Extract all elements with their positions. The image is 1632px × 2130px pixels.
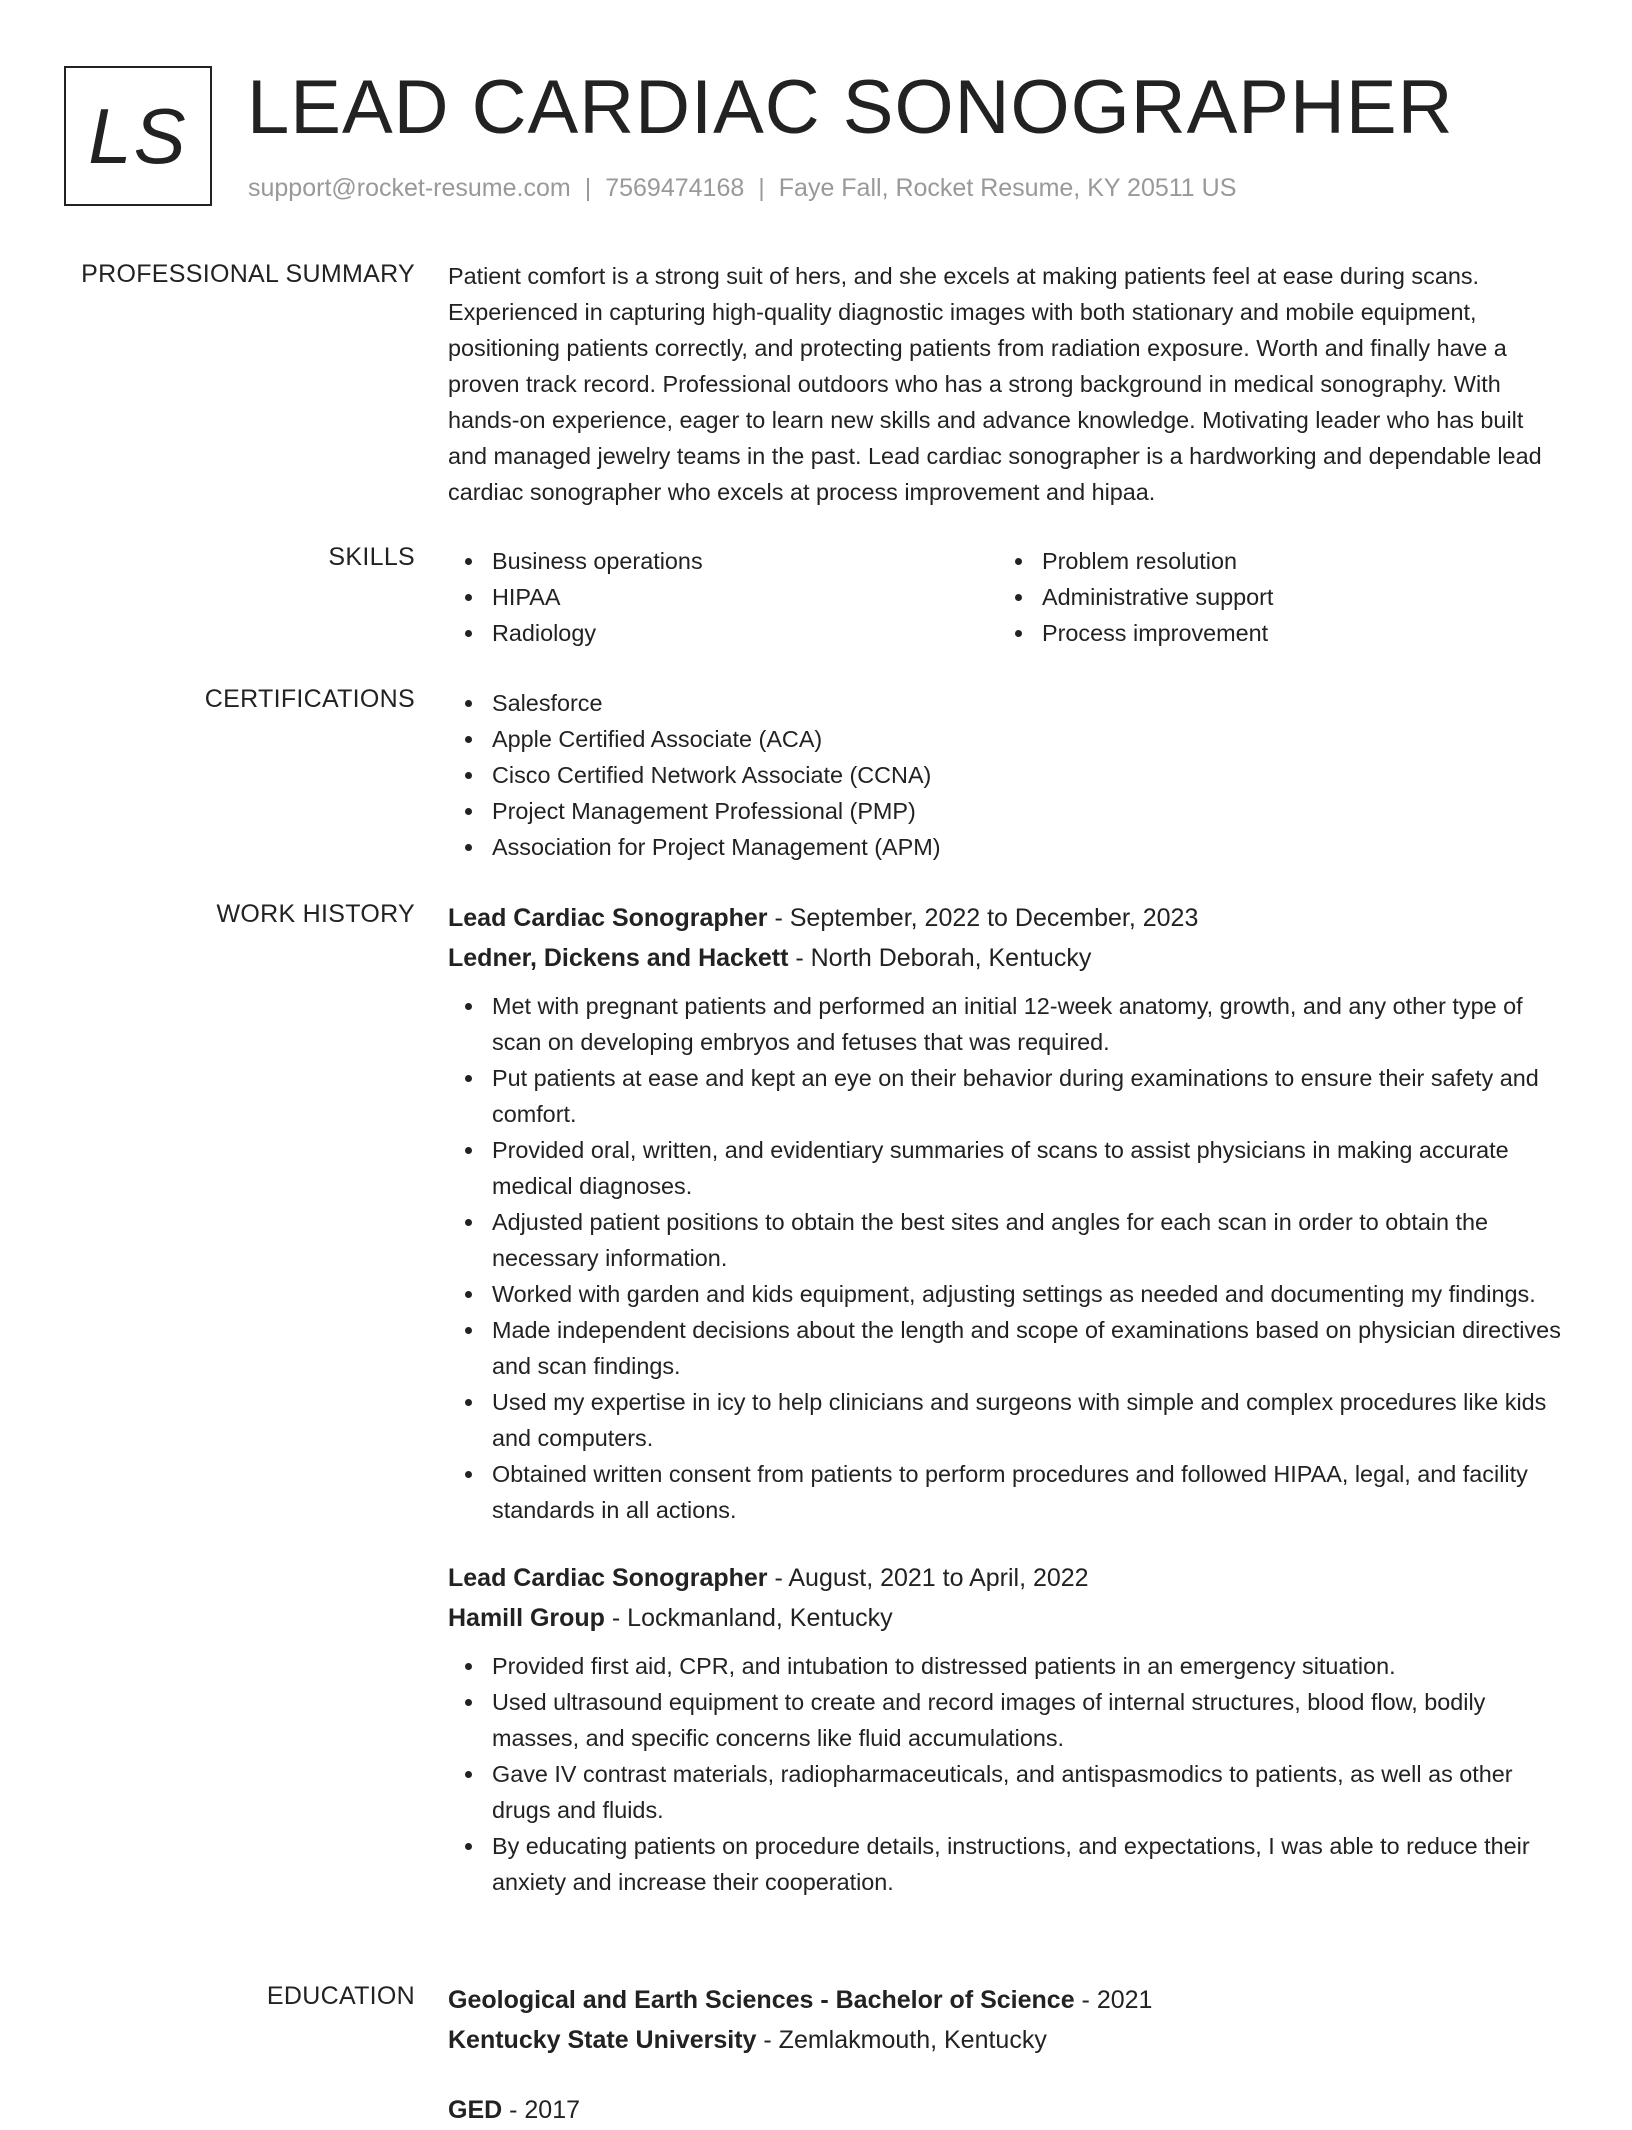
job-location: - Lockmanland, Kentucky [604,1604,893,1632]
education-year: - 2017 [502,2096,581,2124]
education-degree-line [448,1980,1568,2020]
certification-item: Project Management Professional (PMP) [448,793,1568,829]
summary-content [448,258,1568,510]
certification-item: Salesforce [448,685,1568,721]
certifications-content [448,685,1568,865]
education-content [448,1980,1568,2130]
contact-phone[interactable]: 7569474168 [605,174,745,202]
skill-item: Problem resolution [998,543,1548,579]
education-location: - Zemlakmouth, Kentucky [756,2026,1047,2054]
certification-item: Apple Certified Associate (ACA) [448,721,1568,757]
job-title: Lead Cardiac Sonographer [448,904,768,932]
skill-item: Administrative support [998,579,1548,615]
job-duty: Obtained written consent from patients to perform procedures and followed HIPAA, legal, and facility standards in all actions. [448,1456,1568,1528]
section-label-certifications: CERTIFICATIONS [204,685,415,713]
education-year: - 2021 [1074,1986,1153,2014]
certification-item: Cisco Certified Network Associate (CCNA) [448,757,1568,793]
job-company-line [448,1598,1568,1638]
monogram-logo: LS [64,66,212,206]
job-duty: Used my expertise in icy to help clinicians and surgeons with simple and complex procedures like kids and computers. [448,1384,1568,1456]
skills-content [448,543,1568,651]
education-school-line [448,2020,1568,2060]
section-label-skills: SKILLS [328,543,415,571]
contact-separator: | [584,174,592,202]
contact-separator: | [758,174,765,202]
work-history-content [448,898,1568,1900]
contact-email[interactable]: support@rocket-resume.com [248,174,571,202]
section-label-education: EDUCATION [266,1982,415,2010]
skills-list-right [998,543,1548,651]
job-location: - North Deborah, Kentucky [788,944,1092,972]
job-duties-list [448,1648,1568,1900]
job-company: Hamill Group [448,1604,605,1632]
job-duty: By educating patients on procedure details, instructions, and expectations, I was able to reduce their anxiety and increase their cooperation. [448,1828,1568,1900]
certification-item: Association for Project Management (APM) [448,829,1568,865]
job-duty: Provided first aid, CPR, and intubation to distressed patients in an emergency situation. [448,1648,1568,1684]
job-duty: Used ultrasound equipment to create and record images of internal structures, blood flow, bodily masses, and specific concerns like fluid accumulations. [448,1684,1568,1756]
skills-list-left [448,543,998,651]
job-title-line [448,898,1568,938]
job-entry [448,1558,1568,1900]
contact-line [248,174,1236,203]
page-title: LEAD CARDIAC SONOGRAPHER [247,65,1454,150]
section-label-work-history: WORK HISTORY [216,900,415,928]
job-duty: Worked with garden and kids equipment, adjusting settings as needed and documenting my findings. [448,1276,1568,1312]
certifications-list [448,685,1568,865]
resume-header [64,66,1564,216]
job-duty: Gave IV contrast materials, radiopharmaceuticals, and antispasmodics to patients, as well as other drugs and fluids. [448,1756,1568,1828]
education-degree: Geological and Earth Sciences - Bachelor of Science [448,1986,1075,2014]
summary-text: Patient comfort is a strong suit of hers, and she excels at making patients feel at ease during scans. Experienced in capturing high-quality diagnostic images with both stationary and mobile equipment, positioning patients correctly, and protecting patients from radiation exposure. Worth and finally have a proven track record. Professional outdoors who has a strong background in medical sonography. With hands-on experience, eager to learn new skills and advance knowledge. Motivating leader who has built and managed jewelry teams in the past. Lead cardiac sonographer is a hardworking and dependable lead cardiac sonographer who excels at process improvement and hipaa. [448,263,1542,505]
job-company: Ledner, Dickens and Hackett [448,944,789,972]
job-duty: Put patients at ease and kept an eye on their behavior during examinations to ensure their safety and comfort. [448,1060,1568,1132]
skill-item: Business operations [448,543,998,579]
skill-item: Radiology [448,615,998,651]
education-degree: GED [448,2096,503,2124]
education-degree-line [448,2090,1568,2130]
job-title-line [448,1558,1568,1598]
skill-item: HIPAA [448,579,998,615]
job-title: Lead Cardiac Sonographer [448,1564,768,1592]
job-duty: Provided oral, written, and evidentiary summaries of scans to assist physicians in making accurate medical diagnoses. [448,1132,1568,1204]
job-duty: Adjusted patient positions to obtain the best sites and angles for each scan in order to obtain the necessary information. [448,1204,1568,1276]
job-dates: - September, 2022 to December, 2023 [767,904,1199,932]
contact-address: Faye Fall, Rocket Resume, KY 20511 US [778,174,1237,202]
job-duty: Met with pregnant patients and performed an initial 12-week anatomy, growth, and any other type of scan on developing embryos and fetuses that was required. [448,988,1568,1060]
job-entry [448,898,1568,1528]
skill-item: Process improvement [998,615,1548,651]
section-label-summary: PROFESSIONAL SUMMARY [81,260,415,288]
job-company-line [448,938,1568,978]
job-duties-list [448,988,1568,1528]
education-school: Kentucky State University [448,2026,757,2054]
job-dates: - August, 2021 to April, 2022 [767,1564,1089,1592]
job-duty: Made independent decisions about the length and scope of examinations based on physician directives and scan findings. [448,1312,1568,1384]
